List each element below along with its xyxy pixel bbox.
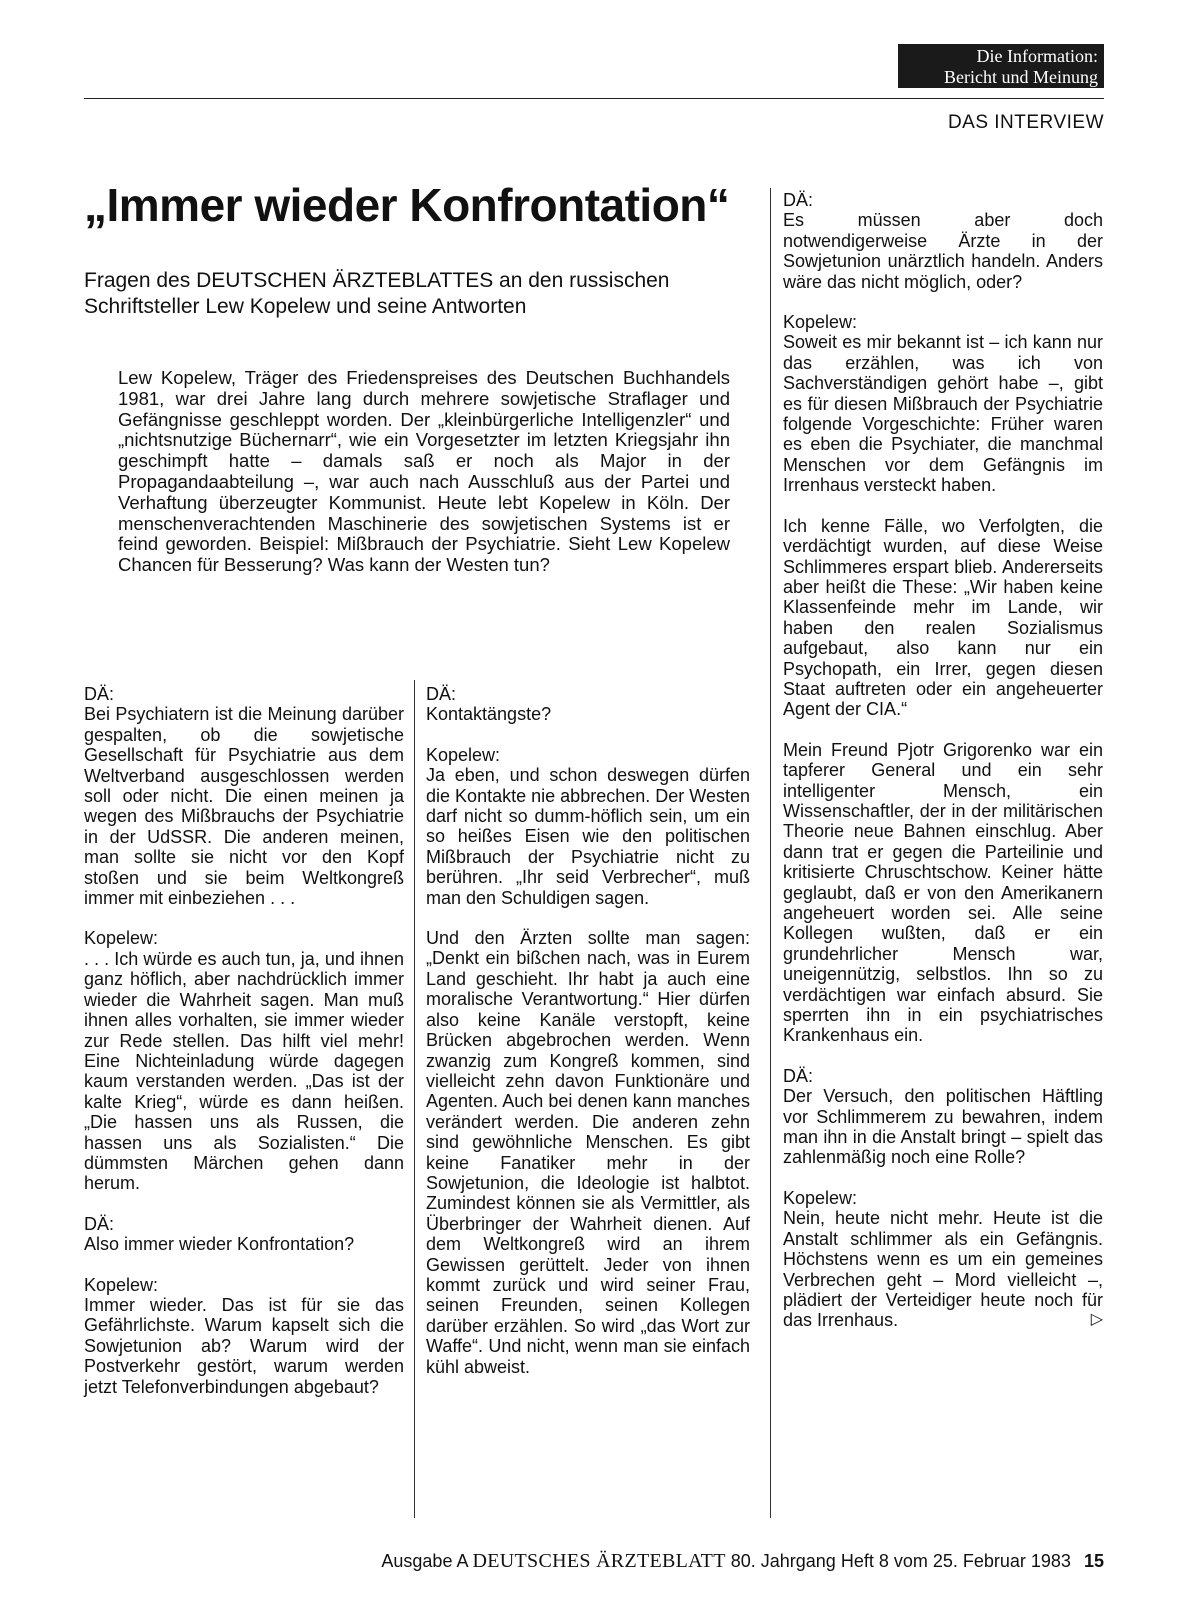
interview-paragraph [783, 190, 1103, 292]
interview-paragraph [84, 1214, 404, 1255]
interview-paragraph [783, 1066, 1103, 1168]
interview-paragraph [426, 928, 750, 1377]
paragraph-text: Der Versuch, den politischen Häftling vor Schlimmerem zu bewahren, indem man ihn in die Anstalt bringt – spielt das zahlenmäßig noch eine Rolle? [783, 1086, 1103, 1168]
paragraph-text: Ich kenne Fälle, wo Verfolgten, die verdächtigt wurden, auf diese Weise Schlimmeres erspart blieb. Andererseits aber heißt die These: „Wir haben keine Klassenfeinde mehr im Lande, wir haben den realen Sozialismus aufgebaut, also kann nur ein Psychopath, ein Irrer, gegen diesen Staat auftreten oder ein angeheuerter Agent der CIA.“ [783, 515, 1103, 720]
interview-paragraph [783, 312, 1103, 496]
interview-paragraph [783, 740, 1103, 1046]
speaker-label: Kopelew: [426, 744, 501, 765]
text-column-2 [426, 684, 750, 1397]
page-footer [381, 1550, 1104, 1573]
speaker-label: DÄ: [426, 684, 457, 704]
ribbon-line-1: Die Information: [976, 46, 1098, 66]
interview-paragraph [84, 928, 404, 1193]
article-lead: Lew Kopelew, Träger des Friedenspreises des Deutschen Buchhandels 1981, war drei Jahre lang durch mehrere sowjetische Straflager und Gefängnisse geschleppt worden. Der „kleinbürgerliche Intelligenzler“ und „nichtsnutzige Büchernarr“, wie ein Vorgesetzter im letzten Kriegsjahr ihn geschimpft hatte – damals saß er noch als Major in der Propagandaabteilung –, war auch nach Ausschluß aus der Partei und Verhaftung überzeugter Kommunist. Heute lebt Kopelew in Köln. Der menschenverachtenden Maschinerie des sowjetischen Systems ist er feind geworden. Beispiel: Mißbrauch der Psychiatrie. Sieht Lew Kopelew Chancen für Besserung? Was kann der Westen tun? [118, 367, 730, 576]
interview-paragraph [84, 1275, 404, 1397]
column-divider [770, 188, 771, 1518]
speaker-label: Kopelew: [783, 1187, 858, 1208]
footer-magazine: DEUTSCHES ÄRZTEBLATT [472, 1550, 726, 1572]
speaker-label: DÄ: [84, 684, 115, 704]
paragraph-text: Soweit es mir bekannt ist – ich kann nur das erzählen, was ich von Sachverständigen gehört habe –, gibt es für diesen Mißbrauch der Psychiatrie folgende Vorgeschichte: Früher waren es eben die Psychiater, die manchmal Menschen vor dem Gefängnis im Irrenhaus versteckt haben. [783, 332, 1103, 496]
interview-paragraph [783, 1188, 1103, 1331]
paragraph-text: Bei Psychiatern ist die Meinung darüber gespalten, ob die sowjetische Gesellschaft für Psychiatrie aus dem Weltverband ausgeschlossen werden soll oder nicht. Die einen meinen ja wegen des Mißbrauchs der Psychiatrie in der UdSSR. Die anderen meinen, man sollte sie nicht vor den Kopf stoßen und sie beim Weltkongreß immer mit einbeziehen . . . [84, 704, 404, 909]
paragraph-text: Also immer wieder Konfrontation? [84, 1234, 355, 1255]
paragraph-text: Nein, heute nicht mehr. Heute ist die Anstalt schlimmer als ein Gefängnis. Höchstens wenn es um ein gemeines Verbrechen geht – Mord vielleicht –, plädiert der Verteidiger heute noch für das Irrenhaus. [783, 1208, 1103, 1331]
interview-paragraph [426, 684, 750, 725]
speaker-label: DÄ: [84, 1213, 115, 1234]
interview-paragraph [783, 516, 1103, 720]
page-number: 15 [1083, 1551, 1104, 1571]
column-divider [414, 680, 415, 1518]
paragraph-text: Immer wieder. Das ist für sie das Gefährlichste. Warum kapselt sich die Sowjetunion ab? Warum wird der Postverkehr gestört, warum werden jetzt Telefonverbindungen abgebaut? [84, 1294, 404, 1397]
section-label: DAS INTERVIEW [947, 112, 1104, 133]
speaker-label: Kopelew: [84, 1274, 159, 1295]
text-column-1 [84, 684, 404, 1417]
interview-paragraph [84, 684, 404, 908]
paragraph-text: Und den Ärzten sollte man sagen: „Denkt ein bißchen nach, was in Eurem Land geschieht. Ihr habt ja auch eine moralische Verantwortung.“ Hier dürfen also keine Kanäle verstopft, keine Brücken abgebrochen werden. Wenn zwanzig zum Kongreß kommen, sind vielleicht zehn davon Funktionäre und Agenten. Auch bei denen kann manches verändert werden. Die anderen zehn sind gewöhnliche Menschen. Es gibt keine Fanatiker mehr in der Sowjetunion, die Ideologie ist halbtot. Zumindest können sie als Vermittler, als Überbringer der Wahrheit dienen. Auf dem Weltkongreß wird an ihrem Gewissen gerüttelt. Jeder von ihnen kommt zurück und wird seiner Frau, seinen Freunden, seinen Kollegen darüber erzählen. So wird „das Wort zur Waffe“. Und nicht, wenn man sie einfach kühl abweist. [426, 928, 750, 1377]
speaker-label: Kopelew: [783, 312, 858, 333]
speaker-label: Kopelew: [84, 928, 159, 949]
paragraph-text: Kontaktängste? [426, 704, 552, 725]
article-title: „Immer wieder Konfrontation“ [84, 179, 730, 231]
article-subtitle: Fragen des DEUTSCHEN ÄRZTEBLATTES an den russischen Schriftsteller Lew Kopelew und seine Antworten [84, 269, 670, 318]
footer-edition: Ausgabe A [381, 1551, 468, 1571]
footer-issue: 80. Jahrgang Heft 8 vom 25. Februar 1983 [730, 1551, 1071, 1571]
ribbon-line-2: Bericht und Meinung [944, 67, 1098, 87]
paragraph-text: Ja eben, und schon deswegen dürfen die Kontakte nie abbrechen. Der Westen darf nicht so dumm-höflich sein, um ein so heißes Eisen wie den politischen Mißbrauch der Psychiatrie nicht zu berühren. „Ihr seid Verbrecher“, muß man den Schuldigen sagen. [426, 765, 750, 908]
paragraph-text: Es müssen aber doch notwendigerweise Ärzte in der Sowjetunion unärztlich handeln. Anders wäre das nicht möglich, oder? [783, 210, 1103, 292]
interview-paragraph [426, 745, 750, 908]
paragraph-text: Mein Freund Pjotr Grigorenko war ein tapferer General und ein sehr intelligenter Mensch, ein Wissenschaftler, der in der militärischen Theorie neue Bahnen einschlug. Aber dann trat er gegen die Parteilinie und kritisierte Chruschtschow. Keiner hätte geglaubt, daß er von den Amerikanern angeheuert worden sei. Alle seine Kollegen wußten, daß er ein grundehrlicher Mensch war, uneigennützig, selbstlos. Ihn so zu verdächtigen war einfach absurd. Sie sperrten ihn in ein psychiatrisches Krankenhaus ein. [783, 739, 1103, 1046]
continue-arrow-icon: ▷ [1090, 1311, 1103, 1329]
section-ribbon [898, 44, 1104, 88]
speaker-label: DÄ: [783, 190, 814, 210]
paragraph-text: . . . Ich würde es auch tun, ja, und ihnen ganz höflich, aber nachdrücklich immer wieder die Wahrheit sagen. Man muß ihnen alles vorhalten, sie immer wieder zur Rede stellen. Das hilft viel mehr! Eine Nichteinladung würde dagegen kaum verstanden werden. „Das ist der kalte Krieg“, würde es dann heißen. „Die hassen uns als Russen, die hassen uns als Sozialisten.“ Die dümmsten Märchen gehen dann herum. [84, 948, 404, 1194]
header-rule [84, 98, 1104, 99]
speaker-label: DÄ: [783, 1065, 814, 1086]
text-column-3 [783, 190, 1103, 1351]
